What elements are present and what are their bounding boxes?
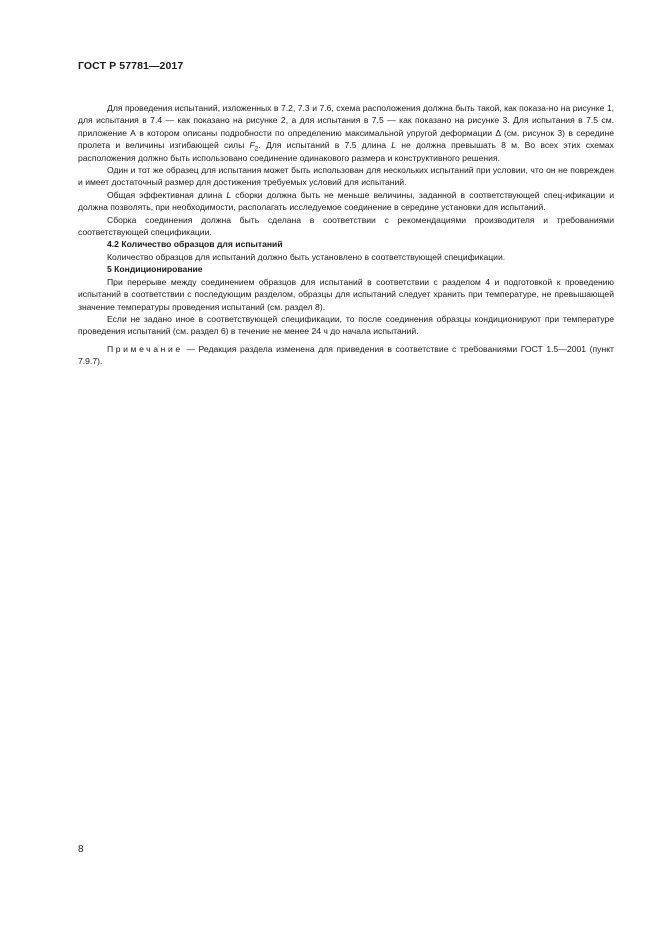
paragraph-effective-length: Общая эффективная длина L сборки должна быть не меньше величины, заданной в соответствующей спец-ификации и должна позволять, при необходимости, располагать исследуемое соединение в середине установки для испытаний. — [78, 189, 614, 213]
paragraph-same-specimen: Один и тот же образец для испытания может быть использован для нескольких испытаний при условии, что он не поврежден и имеет достаточный размер для достижения требуемых условий для испытаний. — [78, 165, 614, 188]
note-text: — Редакция раздела изменена для приведения в соответствие с требованиями ГОСТ 1.5—2001 (пункт 7.9.7). — [78, 343, 614, 367]
paragraph-assembly: Сборка соединения должна быть сделана в соответствии с рекомендациями производителя и требованиями соответствующей спецификации. — [78, 214, 614, 238]
note-label: Примечание — [107, 343, 183, 354]
paragraph-test-layout: Для проведения испытаний, изложенных в 7.2, 7.3 и 7.6, схема расположения должна быть такой, как показа-но на рисунке 1, для испытания в 7.4 — как показано на рисунке 2, а для испытания в 7.5 — как показано на рисунке 3. Для испытания в 7.5 см. приложение А в котором описаны подробности по определению максимальной упругой деформации Δ (см. рисунок 3) в середине пролета и величины изгибающей силы $F_2$. Для испытаний в 7.5 длина L не должна превышать 8 м. Во всех этих схемах расположения должно быть использовано соединение одинакового размера и конструктивного решения. — [78, 103, 614, 163]
document-header: ГОСТ Р 57781—2017 — [78, 60, 184, 72]
paragraph-specimen-count: Количество образцов для испытаний должно быть установлено в соответствующей спецификации. — [107, 251, 506, 262]
paragraph-conditioning-time: Если не задано иное в соответствующей спецификации, то после соединения образцы кондиционируют при температуре проведения испытаний (см. раздел 6) в течение не менее 24 ч до начала испытаний. — [78, 313, 614, 337]
page-number: 8 — [78, 844, 84, 855]
document-body — [78, 102, 614, 368]
note — [78, 343, 614, 368]
section-heading-5: 5 Кондиционирование — [107, 264, 203, 275]
section-heading-4-2: 4.2 Количество образцов для испытаний — [107, 239, 283, 250]
paragraph-conditioning-storage: При перерыве между соединением образцов для испытаний в соответствии с разделом 4 и подготовкой к проведению испытаний в соответствии с последующим разделом, образцы для испытаний следует хранить при температуре, не превышающей значение температуры проведения испытаний (см. раздел 8). — [78, 276, 614, 312]
